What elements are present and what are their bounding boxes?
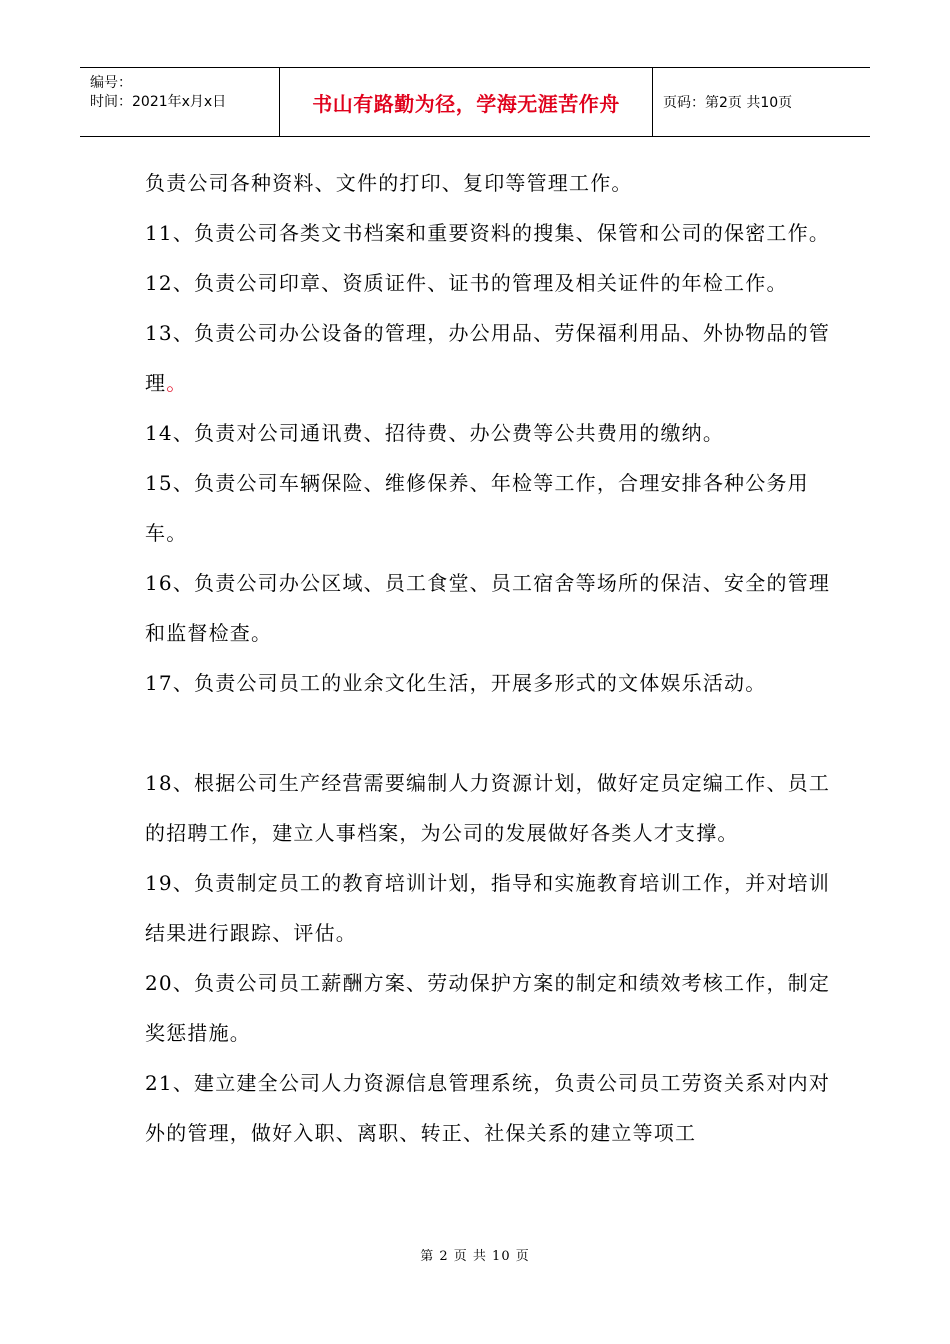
paragraph-17: 17、负责公司员工的业余文化生活，开展多形式的文体娱乐活动。: [145, 671, 767, 695]
paragraph-16: 16、负责公司办公区域、员工食堂、员工宿舍等场所的保洁、安全的管理和监督检查。: [145, 571, 831, 645]
paragraph-19: 19、负责制定员工的教育培训计划，指导和实施教育培训工作，并对培训结果进行跟踪、评估。: [145, 871, 831, 945]
header-motto: 书山有路勤为径，学海无涯苦作舟: [280, 68, 653, 136]
header-meta: [80, 68, 280, 136]
paragraph-13-text: 13、负责公司办公设备的管理，办公用品、劳保福利用品、外协物品的管理: [145, 321, 831, 395]
page-header: [80, 67, 870, 137]
document-number-label: 编号：: [90, 75, 132, 91]
paragraph-continued: 负责公司各种资料、文件的打印、复印等管理工作。: [145, 171, 633, 195]
paragraph-11: 11、负责公司各类文书档案和重要资料的搜集、保管和公司的保密工作。: [145, 221, 831, 245]
document-body: [145, 158, 835, 1158]
paragraph-13-period: 。: [166, 371, 188, 395]
paragraph-spacer: [145, 708, 835, 758]
header-page-number: 页码：第2页 共10页: [663, 95, 793, 111]
paragraph-18: 18、根据公司生产经营需要编制人力资源计划，做好定员定编工作、员工的招聘工作，建立人事档案，为公司的发展做好各类人才支撑。: [145, 771, 831, 845]
paragraph-15: 15、负责公司车辆保险、维修保养、年检等工作，合理安排各种公务用车。: [145, 471, 809, 545]
document-date-label: 时间：2021年x月x日: [90, 94, 227, 110]
page-footer: 第 2 页 共 10 页: [420, 1249, 530, 1264]
paragraph-14: 14、负责对公司通讯费、招待费、办公费等公共费用的缴纳。: [145, 421, 725, 445]
paragraph-21: 21、建立建全公司人力资源信息管理系统，负责公司员工劳资关系对内对外的管理，做好入职、离职、转正、社保关系的建立等项工: [145, 1071, 831, 1145]
paragraph-20: 20、负责公司员工薪酬方案、劳动保护方案的制定和绩效考核工作，制定奖惩措施。: [145, 971, 831, 1045]
paragraph-13: [145, 308, 835, 408]
paragraph-12: 12、负责公司印章、资质证件、证书的管理及相关证件的年检工作。: [145, 271, 788, 295]
